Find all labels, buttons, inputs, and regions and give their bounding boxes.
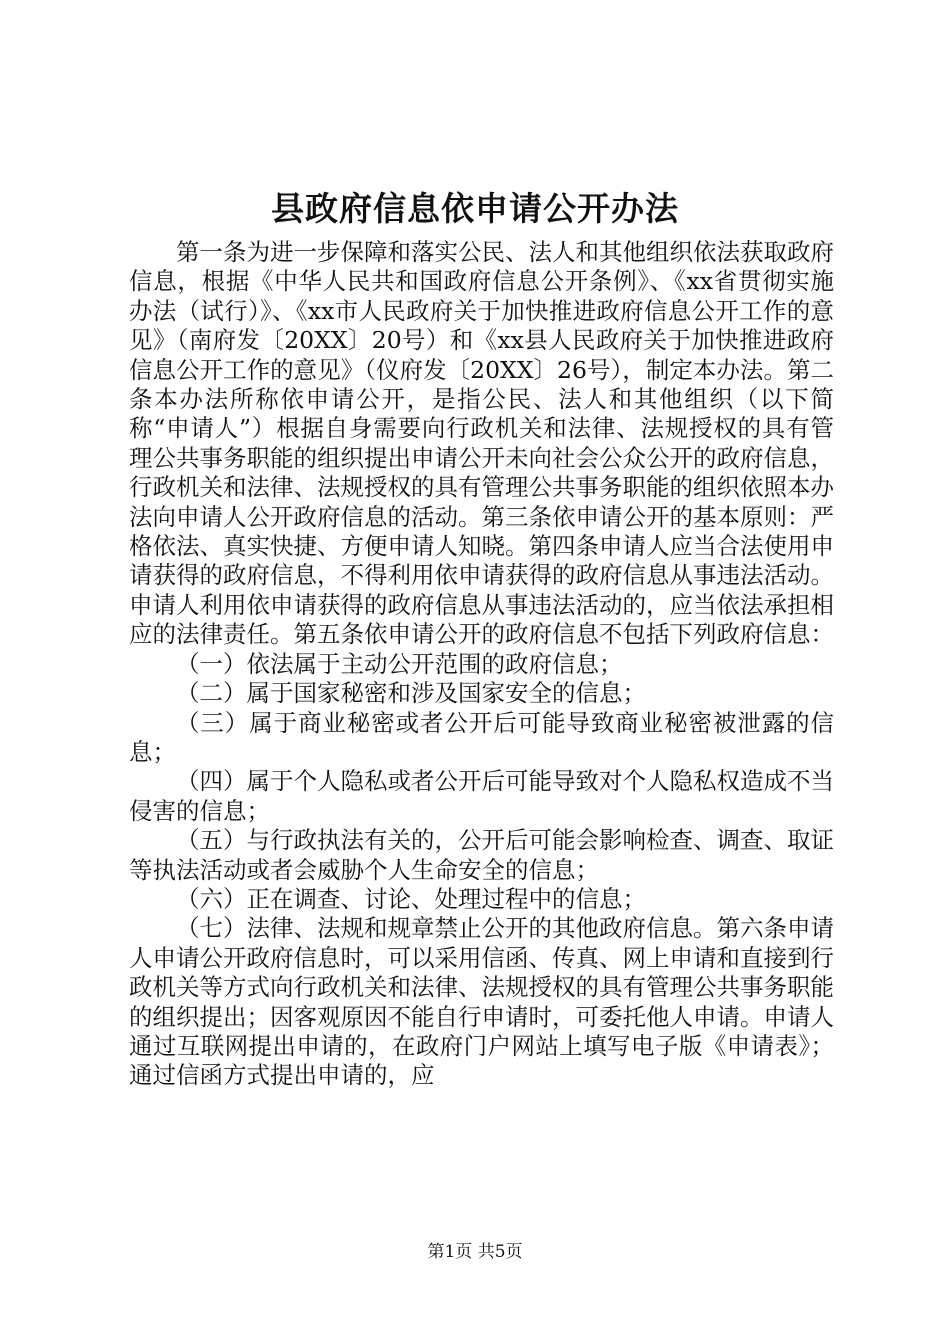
- document-title: 县政府信息依申请公开办法: [271, 189, 679, 228]
- paragraph-item-7-article-6: （七）法律、法规和规章禁止公开的其他政府信息。第六条申请人申请公开政府信息时，可以采用信函、传真、网上申请和直接到行政机关等方式向行政机关和法律、法规授权的具有管理公共事务职能的组织提出；因客观原因不能自行申请时，可委托他人申请。申请人通过互联网提出申请的，在政府门户网站上填写电子版《申请表》；通过信函方式提出申请的，应: [129, 914, 834, 1090]
- paragraph-item-2: （二）属于国家秘密和涉及国家安全的信息；: [176, 679, 646, 708]
- paragraph-article-1-5: 第一条为进一步保障和落实公民、法人和其他组织依法获取政府信息，根据《中华人民共和国政府信息公开条例》、《xx省贯彻实施办法（试行）》、《xx市人民政府关于加快推进政府信息公开工作的意见》（南府发〔20XX〕20号）和《xx县人民政府关于加快推进政府信息公开工作的意见》（仪府发〔20XX〕26号），制定本办法。第二条本办法所称依申请公开，是指公民、法人和其他组织（以下简称“申请人”）根据自身需要向行政机关和法律、法规授权的具有管理公共事务职能的组织提出申请公开未向社会公众公开的政府信息，行政机关和法律、法规授权的具有管理公共事务职能的组织依照本办法向申请人公开政府信息的活动。第三条依申请公开的基本原则：严格依法、真实快捷、方便申请人知晓。第四条申请人应当合法使用申请获得的政府信息，不得利用依申请获得的政府信息从事违法活动。申请人利用依申请获得的政府信息从事违法活动的，应当依法承担相应的法律责任。第五条依申请公开的政府信息不包括下列政府信息：: [129, 238, 834, 649]
- paragraph-item-1: （一）依法属于主动公开范围的政府信息；: [176, 649, 623, 678]
- document-body: [129, 238, 834, 1091]
- paragraph-item-5: （五）与行政执法有关的，公开后可能会影响检查、调查、取证等执法活动或者会威胁个人生命安全的信息；: [129, 826, 834, 884]
- paragraph-item-3: （三）属于商业秘密或者公开后可能导致商业秘密被泄露的信息；: [129, 708, 834, 766]
- page-indicator: 第1页 共5页: [427, 1242, 523, 1262]
- paragraph-item-6: （六）正在调查、讨论、处理过程中的信息；: [176, 884, 646, 913]
- paragraph-item-4: （四）属于个人隐私或者公开后可能导致对个人隐私权造成不当侵害的信息；: [129, 767, 834, 825]
